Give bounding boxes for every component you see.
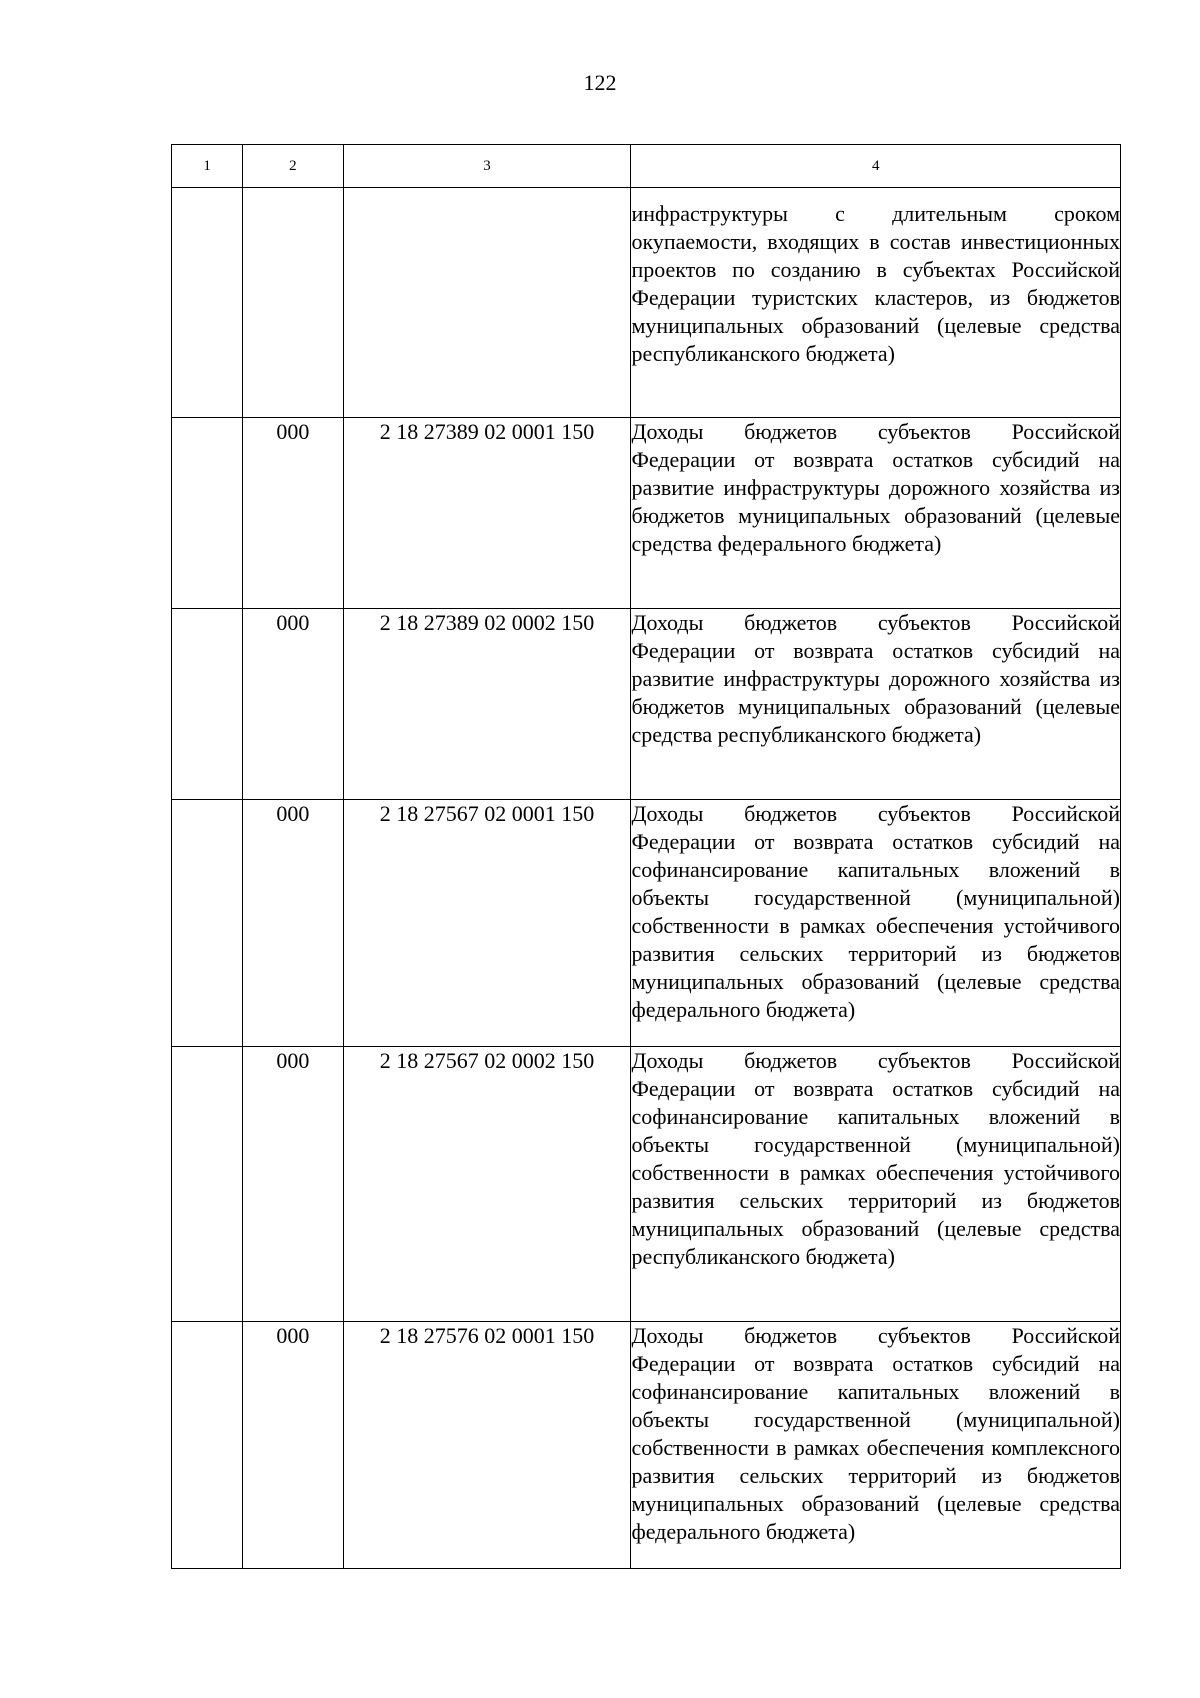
row-cell-col1 [172, 1322, 243, 1569]
description-cell: Доходы бюджетов субъектов Российской Федерации от возврата остатков субсидий на софинансирование капитальных вложений в объекты государственной (муниципальной) собственности в рамках обеспечения устойчивого развития сельских территорий из бюджетов муниципальных образований (целевые средства республиканского бюджета) [631, 1047, 1121, 1322]
table-row [172, 188, 1121, 418]
budget-classification-table [171, 144, 1121, 1569]
header-cell-2: 2 [243, 145, 343, 188]
row-cell-col1 [172, 800, 243, 1047]
header-cell-1: 1 [172, 145, 243, 188]
revenue-code-cell: 2 18 27567 02 0002 150 [343, 1047, 631, 1322]
admin-code-cell: 000 [243, 1322, 343, 1569]
description-cell: Доходы бюджетов субъектов Российской Федерации от возврата остатков субсидий на софинансирование капитальных вложений в объекты государственной (муниципальной) собственности в рамках обеспечения устойчивого развития сельских территорий из бюджетов муниципальных образований (целевые средства федерального бюджета) [631, 800, 1121, 1047]
row-cell-col1 [172, 188, 243, 418]
admin-code-cell [243, 188, 343, 418]
table-header-row [172, 145, 1121, 188]
admin-code-cell: 000 [243, 800, 343, 1047]
header-cell-4: 4 [631, 145, 1121, 188]
table-row [172, 800, 1121, 1047]
revenue-code-cell [343, 188, 631, 418]
row-cell-col1 [172, 418, 243, 609]
table-row [172, 1322, 1121, 1569]
description-cell: инфраструктуры с длительным сроком окупаемости, входящих в состав инвестиционных проектов по созданию в субъектах Российской Федерации туристских кластеров, из бюджетов муниципальных образований (целевые средства республиканского бюджета) [631, 188, 1121, 418]
page-number: 122 [583, 70, 617, 95]
table-row [172, 609, 1121, 800]
table-row [172, 418, 1121, 609]
row-cell-col1 [172, 1047, 243, 1322]
admin-code-cell: 000 [243, 418, 343, 609]
admin-code-cell: 000 [243, 1047, 343, 1322]
description-cell: Доходы бюджетов субъектов Российской Федерации от возврата остатков субсидий на развитие инфраструктуры дорожного хозяйства из бюджетов муниципальных образований (целевые средства федерального бюджета) [631, 418, 1121, 609]
admin-code-cell: 000 [243, 609, 343, 800]
header-cell-3: 3 [343, 145, 631, 188]
row-cell-col1 [172, 609, 243, 800]
revenue-code-cell: 2 18 27576 02 0001 150 [343, 1322, 631, 1569]
description-cell: Доходы бюджетов субъектов Российской Федерации от возврата остатков субсидий на софинансирование капитальных вложений в объекты государственной (муниципальной) собственности в рамках обеспечения комплексного развития сельских территорий из бюджетов муниципальных образований (целевые средства федерального бюджета) [631, 1322, 1121, 1569]
table-row [172, 1047, 1121, 1322]
revenue-code-cell: 2 18 27389 02 0001 150 [343, 418, 631, 609]
description-cell: Доходы бюджетов субъектов Российской Федерации от возврата остатков субсидий на развитие инфраструктуры дорожного хозяйства из бюджетов муниципальных образований (целевые средства республиканского бюджета) [631, 609, 1121, 800]
revenue-code-cell: 2 18 27567 02 0001 150 [343, 800, 631, 1047]
revenue-code-cell: 2 18 27389 02 0002 150 [343, 609, 631, 800]
